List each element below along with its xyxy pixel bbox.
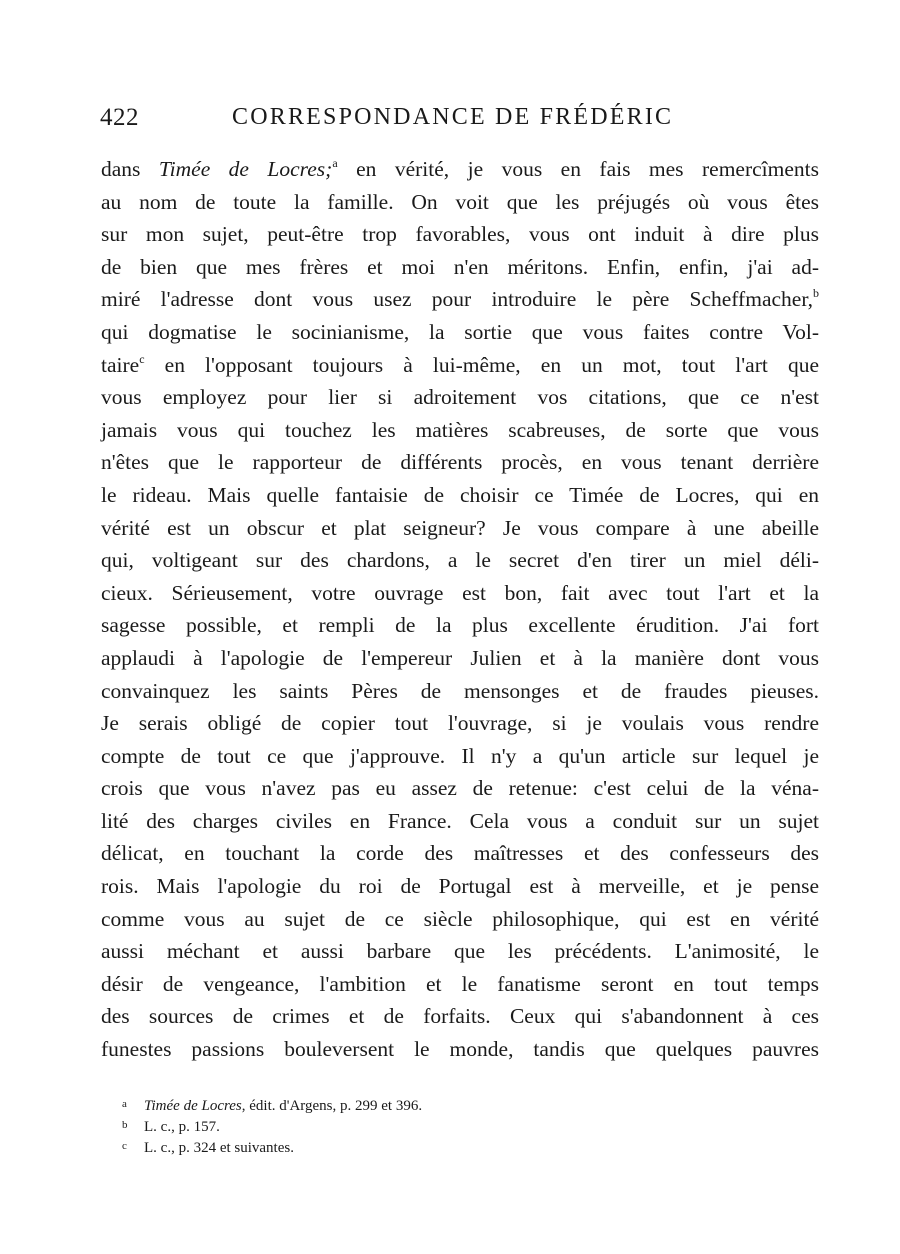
text-line: compte de tout ce que j'approuve. Il n'y a qu'un article sur lequel je	[101, 743, 819, 768]
text-line: qui dogmatise le socinianisme, la sortie que vous faites contre Vol-	[101, 319, 819, 344]
text-line: jamais vous qui touchez les matières scabreuses, de sorte que vous	[101, 417, 819, 442]
text-line: Je serais obligé de copier tout l'ouvrage, si je voulais vous rendre	[101, 711, 819, 736]
footnote-c	[122, 1136, 622, 1157]
line-start: dans	[101, 157, 159, 181]
footnote-mark: a	[122, 1098, 127, 1110]
text-line: qui, voltigeant sur des chardons, a le secret d'en tirer un miel déli-	[101, 548, 819, 573]
footnote-text: L. c., p. 157.	[144, 1119, 220, 1135]
text-line: comme vous au sujet de ce siècle philosophique, qui est en vérité	[101, 906, 819, 931]
footnote-b	[122, 1115, 622, 1136]
text-line: n'êtes que le rapporteur de différents procès, en vous tenant derrière	[101, 450, 819, 475]
text-line: vous employez pour lier si adroitement vos citations, que ce n'est	[101, 385, 819, 410]
footnotes	[122, 1094, 622, 1157]
footnote-ref-b: b	[813, 286, 819, 301]
footnote-ref-c: c	[139, 351, 145, 366]
text-line: des sources de crimes et de forfaits. Ceux qui s'abandonnent à ces	[101, 1004, 819, 1029]
line-rest: en l'opposant toujours à lui-même, en un mot, tout l'art que	[144, 352, 819, 377]
footnote-mark: b	[122, 1119, 128, 1131]
body-text	[101, 153, 819, 1066]
line-text: miré l'adresse dont vous usez pour introduire le père Scheffmacher,	[101, 287, 813, 312]
text-line: au nom de toute la famille. On voit que les préjugés où vous êtes	[101, 189, 819, 214]
footnote-a	[122, 1094, 622, 1115]
running-title: CORRESPONDANCE DE FRÉDÉRIC	[232, 104, 674, 130]
footnote-title-italic: Timée de Locres	[144, 1098, 242, 1114]
running-head	[100, 104, 820, 144]
footnote-mark: c	[122, 1140, 127, 1152]
text-line: rois. Mais l'apologie du roi de Portugal est à merveille, et je pense	[101, 874, 819, 899]
text-line: lité des charges civiles en France. Cela vous a conduit sur un sujet	[101, 808, 819, 833]
text-line: applaudi à l'apologie de l'empereur Julien et à la manière dont vous	[101, 645, 819, 670]
footnote-text: , édit. d'Argens, p. 299 et 396.	[241, 1098, 423, 1114]
text-line: délicat, en touchant la corde des maîtresses et des confesseurs des	[101, 841, 819, 866]
line-start: taire	[101, 352, 140, 377]
text-line: vérité est un obscur et plat seigneur? Je vous compare à une abeille	[101, 515, 819, 540]
text-line: cieux. Sérieusement, votre ouvrage est bon, fait avec tout l'art et la	[101, 580, 819, 605]
text-line: crois que vous n'avez pas eu assez de retenue: c'est celui de la véna-	[101, 776, 819, 801]
text-line: désir de vengeance, l'ambition et le fanatisme seront en tout temps	[101, 971, 819, 996]
footnote-ref-a: a	[332, 156, 338, 170]
text-line: funestes passions bouleversent le monde, tandis que quelques pauvres	[101, 1037, 819, 1062]
text-line: le rideau. Mais quelle fantaisie de choisir ce Timée de Locres, qui en	[101, 482, 819, 507]
text-line: convainquez les saints Pères de mensonges et de fraudes pieuses.	[101, 678, 819, 703]
text-line	[101, 283, 819, 316]
page-number: 422	[100, 104, 139, 131]
text-line	[101, 153, 819, 186]
text-line: de bien que mes frères et moi n'en méritons. Enfin, enfin, j'ai ad-	[101, 254, 819, 279]
text-line: sagesse possible, et rempli de la plus excellente érudition. J'ai fort	[101, 613, 819, 638]
text-line: sur mon sujet, peut-être trop favorables, vous ont induit à dire plus	[101, 222, 819, 247]
work-title-italic: Timée de Locres;	[158, 157, 333, 181]
text-line	[101, 349, 819, 382]
line-rest: en vérité, je vous en fais mes remercîments	[337, 157, 819, 181]
text-line: aussi méchant et aussi barbare que les précédents. L'animosité, le	[101, 939, 819, 964]
footnote-text: L. c., p. 324 et suivantes.	[144, 1140, 294, 1156]
